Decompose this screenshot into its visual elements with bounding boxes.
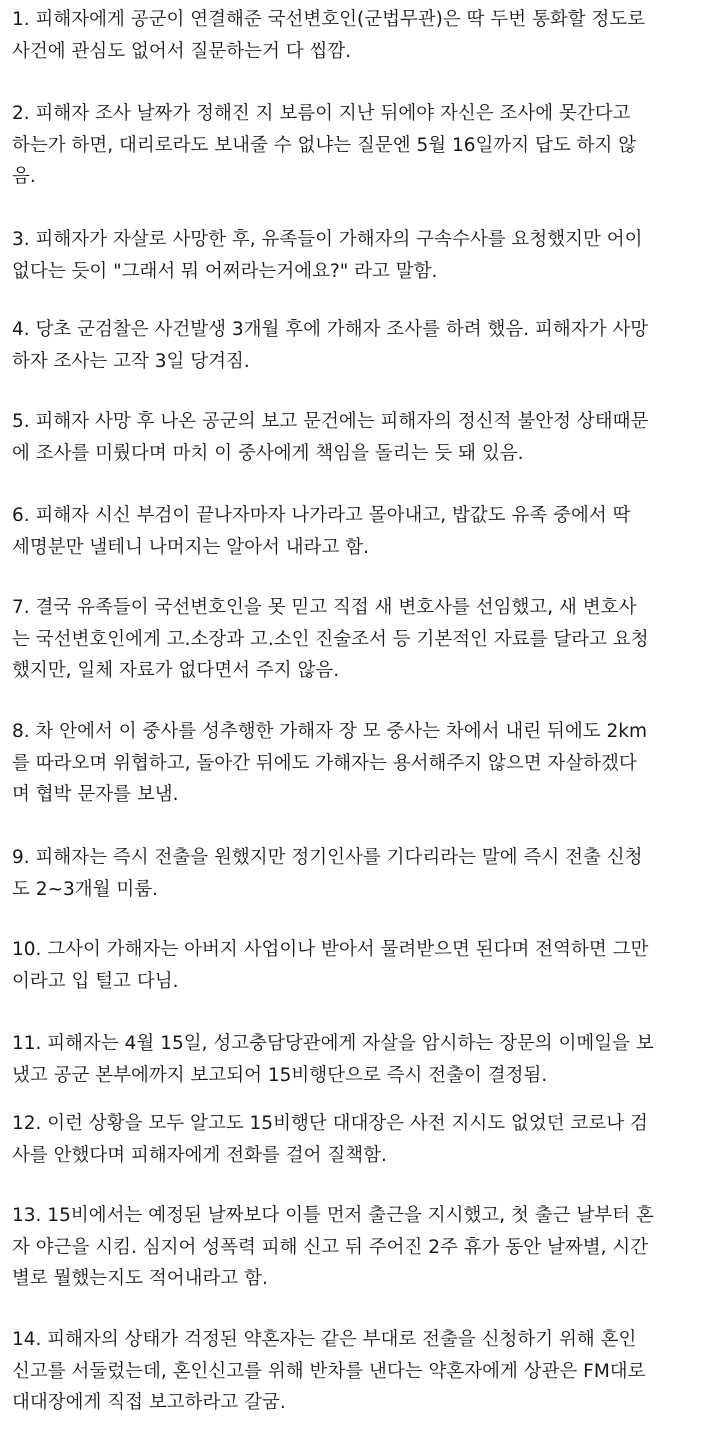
- list-item-line: 를 따라오며 위협하고, 돌아간 뒤에도 가해자는 용서해주지 않으면 자살하겠다: [12, 752, 637, 774]
- list-item-line: 8. 차 안에서 이 중사를 성추행한 가해자 장 모 중사는 차에서 내린 뒤에도 2km: [12, 721, 647, 742]
- list-item-line: 음.: [12, 166, 36, 187]
- list-item-line: 자 야근을 시킴. 심지어 성폭력 피해 신고 뒤 주어진 2주 휴가 동안 날짜별, 시간: [12, 1236, 649, 1258]
- list-item-7: [12, 592, 706, 687]
- list-item-line: 7. 결국 유족들이 국선변호인을 못 믿고 직접 새 변호사를 선임했고, 새 변호사: [12, 597, 637, 618]
- list-item-2: [12, 98, 706, 193]
- list-item-line: 2. 피해자 조사 날짜가 정해진 지 보름이 지난 뒤에야 자신은 조사에 못간다고: [12, 103, 631, 124]
- list-item-14: [12, 1324, 706, 1419]
- list-item-line: 대대장에게 직접 보고하라고 갈굼.: [12, 1392, 286, 1413]
- list-item-line: 했지만, 일체 자료가 없다면서 주지 않음.: [12, 660, 340, 681]
- list-item-line: 14. 피해자의 상태가 걱정된 약혼자는 같은 부대로 전출을 신청하기 위해 혼인: [12, 1329, 637, 1350]
- list-item-10: [12, 934, 706, 997]
- list-item-line: 별로 뭘했는지도 적어내라고 함.: [12, 1268, 268, 1289]
- list-item-line: 13. 15비에서는 예정된 날짜보다 이틀 먼저 출근을 지시했고, 첫 출근 날부터 혼: [12, 1205, 654, 1226]
- list-item-line: 사건에 관심도 없어서 질문하는거 다 씹깜.: [12, 40, 352, 62]
- list-item-line: 1. 피해자에게 공군이 연결해준 국선변호인(군법무관)은 딱 두번 통화할 정도로: [12, 9, 646, 30]
- list-item-9: [12, 842, 706, 905]
- list-item-line: 없다는 듯이 "그래서 뭐 어쩌라는거에요?" 라고 말함.: [12, 260, 438, 282]
- list-item-line: 12. 이런 상황을 모두 알고도 15비행단 대대장은 사전 지시도 없었던 코로나 검: [12, 1113, 648, 1134]
- list-item-line: 하는가 하면, 대리로라도 보내줄 수 없냐는 질문엔 5월 16일까지 답도 하지 않: [12, 134, 637, 156]
- list-item-line: 에 조사를 미뤘다며 마치 이 중사에게 책임을 돌리는 듯 돼 있음.: [12, 442, 524, 464]
- list-item-line: 11. 피해자는 4월 15일, 성고충담당관에게 자살을 암시하는 장문의 이메일을 보: [12, 1033, 654, 1054]
- list-item-4: [12, 314, 706, 377]
- list-item-13: [12, 1200, 706, 1295]
- list-item-8: [12, 716, 706, 811]
- list-item-line: 도 2~3개월 미룸.: [12, 878, 159, 900]
- list-item-line: 이라고 입 털고 다님.: [12, 970, 179, 992]
- list-item-line: 9. 피해자는 즉시 전출을 원했지만 정기인사를 기다리라는 말에 즉시 전출 신청: [12, 847, 643, 868]
- list-item-line: 10. 그사이 가해자는 아버지 사업이나 받아서 물려받으면 된다며 전역하면 그만: [12, 939, 649, 960]
- list-item-3: [12, 224, 706, 287]
- list-item-12: [12, 1108, 706, 1171]
- list-item-line: 세명분만 낼테니 나머지는 알아서 내라고 함.: [12, 536, 369, 558]
- list-item-line: 신고를 서둘렀는데, 혼인신고를 위해 반차를 낸다는 약혼자에게 상관은 FM대로: [12, 1360, 646, 1382]
- list-item-11: [12, 1028, 706, 1091]
- list-item-line: 5. 피해자 사망 후 나온 공군의 보고 문건에는 피해자의 정신적 불안정 상태때문: [12, 411, 649, 432]
- list-item-line: 며 협박 문자를 보냄.: [12, 784, 179, 805]
- list-item-line: 3. 피해자가 자살로 사망한 후, 유족들이 가해자의 구속수사를 요청했지만 어이: [12, 229, 643, 250]
- list-item-line: 6. 피해자 시신 부검이 끝나자마자 나가라고 몰아내고, 밥값도 유족 중에서 딱: [12, 505, 631, 526]
- list-item-line: 하자 조사는 고작 3일 당겨짐.: [12, 350, 250, 372]
- list-item-5: [12, 406, 706, 469]
- list-item-1: [12, 4, 706, 67]
- list-item-line: 사를 안했다며 피해자에게 전화를 걸어 질책함.: [12, 1144, 387, 1166]
- list-item-6: [12, 500, 706, 563]
- list-item-line: 는 국선변호인에게 고.소장과 고.소인 진술조서 등 기본적인 자료를 달라고 요청: [12, 628, 649, 650]
- list-item-line: 냈고 공군 본부에까지 보고되어 15비행단으로 즉시 전출이 결정됨.: [12, 1064, 548, 1086]
- list-item-line: 4. 당초 군검찰은 사건발생 3개월 후에 가해자 조사를 하려 했음. 피해자가 사망: [12, 319, 649, 340]
